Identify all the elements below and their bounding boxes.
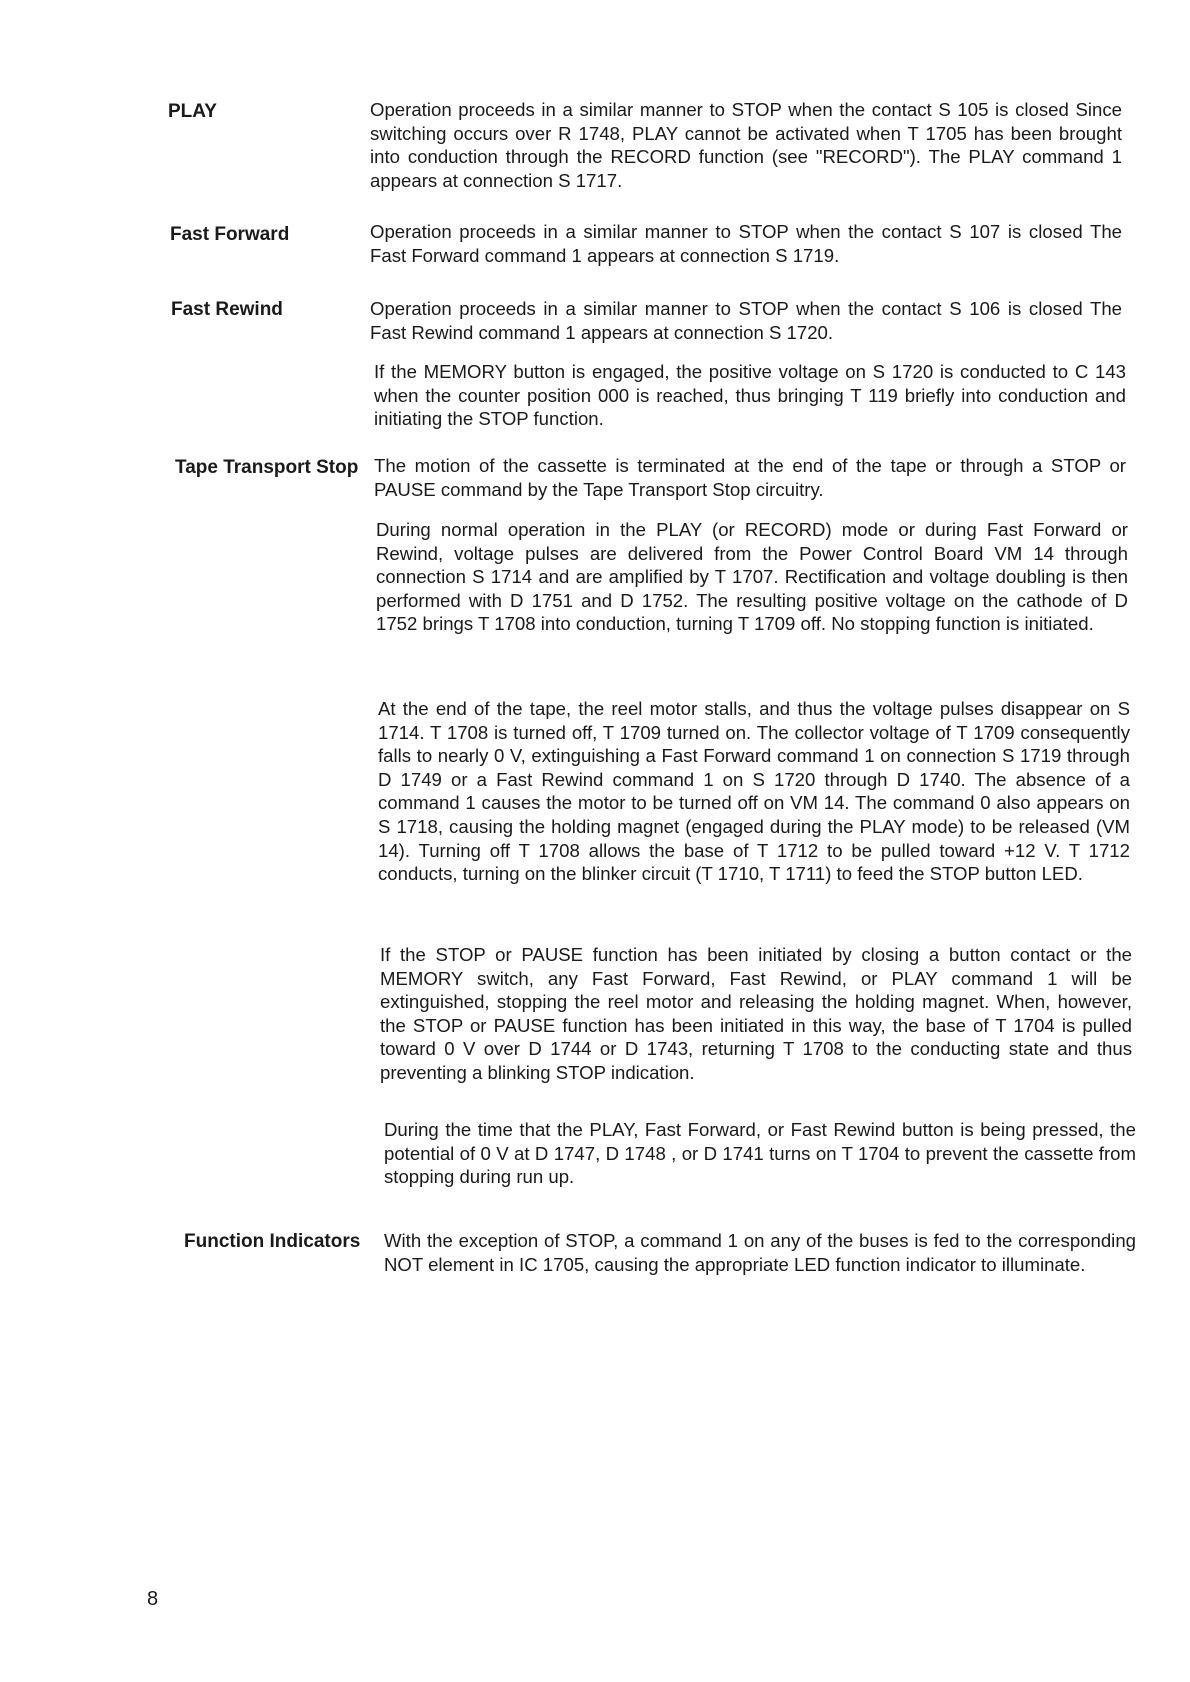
section-label-tape-transport-stop: Tape Transport Stop <box>175 457 359 478</box>
paragraph-fast-forward-1: Operation proceeds in a similar manner to STOP when the contact S 107 is closed The Fast Forward command 1 appears at connection S 1719. <box>370 221 1122 266</box>
paragraph-fast-rewind-1: Operation proceeds in a similar manner to STOP when the contact S 106 is closed The Fast Rewind command 1 appears at connection S 1720. <box>370 298 1122 343</box>
paragraph-fast-rewind-2: If the MEMORY button is engaged, the positive voltage on S 1720 is conducted to C 143 when the counter position 000 is reached, thus bringing T 119 briefly into conduction and initiating the STOP function. <box>374 361 1126 430</box>
paragraph-tape-transport-stop-2: During normal operation in the PLAY (or RECORD) mode or during Fast Forward or Rewind, voltage pulses are delivered from the Power Control Board VM 14 through connection S 1714 and are amplified by T 1707. Rectification and voltage doubling is then performed with D 1751 and D 1752. The resulting positive voltage on the cathode of D 1752 brings T 1708 into conduction, turning T 1709 off. No stopping function is initiated. <box>376 519 1128 635</box>
section-label-fast-rewind: Fast Rewind <box>171 299 283 320</box>
paragraph-tape-transport-stop-3: At the end of the tape, the reel motor stalls, and thus the voltage pulses disappear on S 1714. T 1708 is turned off, T 1709 turned on. The collector voltage of T 1709 consequently falls to nearly 0 V, extinguishing a Fast Forward command 1 on connection S 1719 through D 1749 or a Fast Rewind command 1 on S 1720 through D 1740. The absence of a command 1 causes the motor to be turned off on VM 14. The command 0 also appears on S 1718, causing the holding magnet (engaged during the PLAY mode) to be released (VM 14). Turning off T 1708 allows the base of T 1712 to be pulled toward +12 V. T 1712 conducts, turning on the blinker circuit (T 1710, T 1711) to feed the STOP button LED. <box>378 698 1130 885</box>
paragraph-function-indicators-1: With the exception of STOP, a command 1 on any of the buses is fed to the corresponding NOT element in IC 1705, causing the appropriate LED function indicator to illuminate. <box>384 1230 1136 1275</box>
paragraph-tape-transport-stop-1: The motion of the cassette is terminated at the end of the tape or through a STOP or PAUSE command by the Tape Transport Stop circuitry. <box>374 455 1126 500</box>
paragraph-tape-transport-stop-4: If the STOP or PAUSE function has been initiated by closing a button contact or the MEMORY switch, any Fast Forward, Fast Rewind, or PLAY command 1 will be extinguished, stopping the reel motor and releasing the holding magnet. When, however, the STOP or PAUSE function has been initiated in this way, the base of T 1704 is pulled toward 0 V over D 1744 or D 1743, returning T 1708 to the conducting state and thus preventing a blinking STOP indication. <box>380 944 1132 1083</box>
paragraph-play-1: Operation proceeds in a similar manner to STOP when the contact S 105 is closed Since switching occurs over R 1748, PLAY cannot be activated when T 1705 has been brought into conduction through the RECORD function (see "RECORD"). The PLAY command 1 appears at connection S 1717. <box>370 99 1122 191</box>
section-label-play: PLAY <box>168 101 217 122</box>
section-label-function-indicators: Function Indicators <box>184 1231 361 1252</box>
page-number: 8 <box>147 1588 159 1610</box>
section-label-fast-forward: Fast Forward <box>170 224 290 245</box>
paragraph-tape-transport-stop-5: During the time that the PLAY, Fast Forward, or Fast Rewind button is being pressed, the potential of 0 V at D 1747, D 1748 , or D 1741 turns on T 1704 to prevent the cassette from stopping during run up. <box>384 1119 1136 1188</box>
